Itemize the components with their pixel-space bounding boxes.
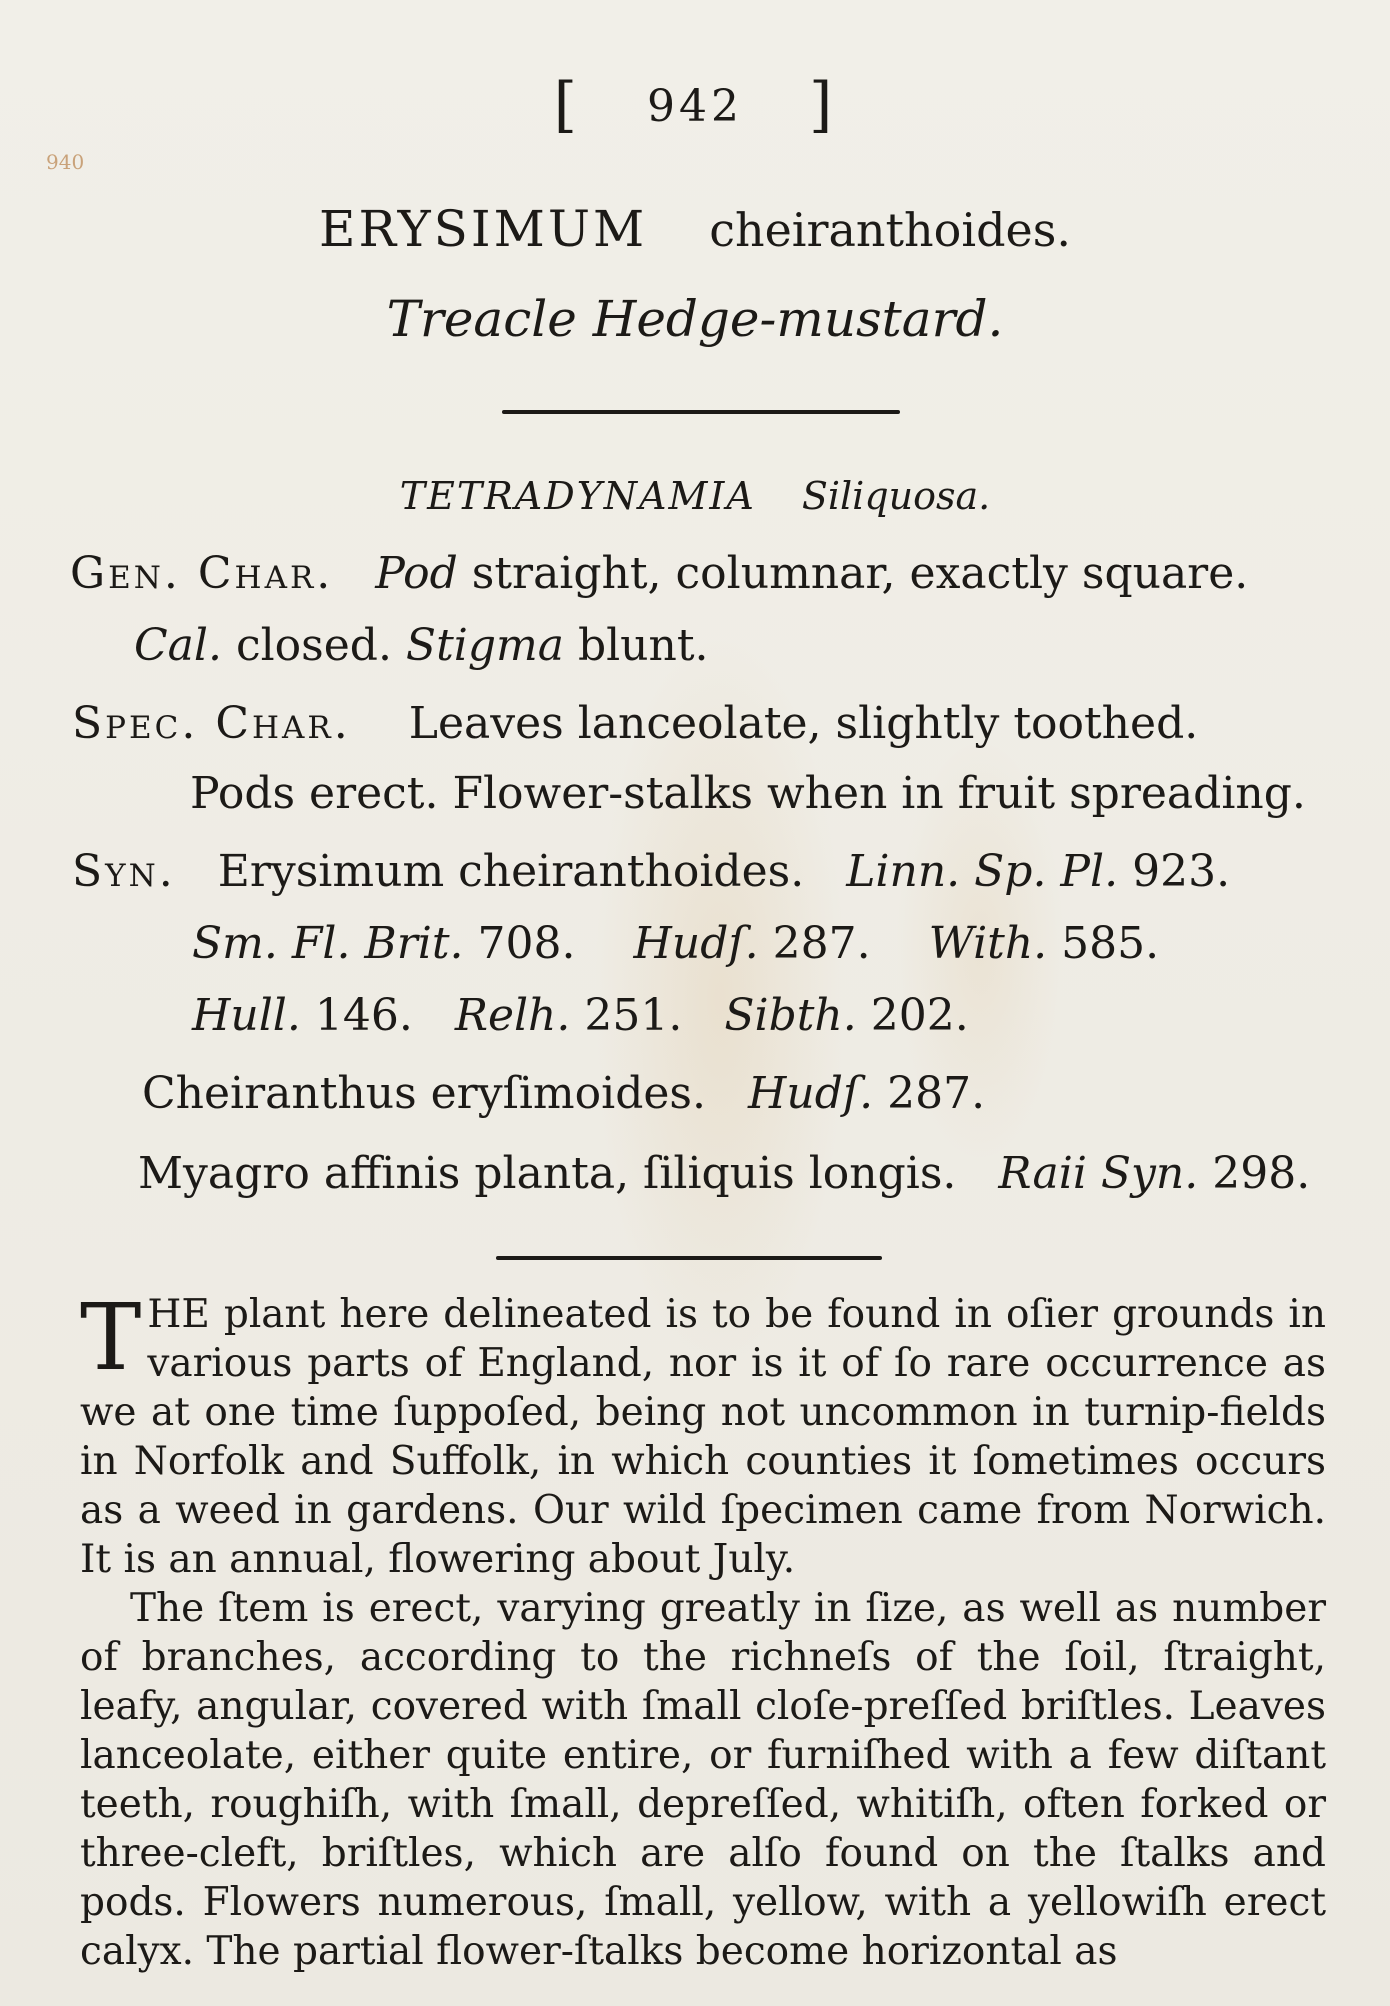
spec-char-label: Spec. Char. [72, 698, 351, 749]
species-name: cheiranthoides. [709, 203, 1071, 257]
syn-line-5: Myagro affinis planta, ſiliquis longis. Raii Syn. 298. [138, 1148, 1311, 1199]
common-name: Treacle Hedge-mustard. [386, 290, 1004, 348]
syn-line-1: Syn. Erysimum cheiranthoides. Linn. Sp. Pl. 923. [72, 846, 1231, 897]
gen-char-line-1: Gen. Char. Pod straight, columnar, exactly square. [70, 548, 1249, 599]
syn-line-2: Sm. Fl. Brit. 708. Hudſ. 287. With. 585. [192, 918, 1160, 969]
bracket-right: ] [808, 70, 837, 140]
classification-line [0, 474, 1390, 518]
divider-rule-bottom [496, 1256, 882, 1260]
species-title [0, 200, 1390, 258]
class-name: TETRADYNAMIA [399, 474, 756, 518]
page-number-header [0, 70, 1390, 140]
page-number: 942 [647, 81, 743, 132]
divider-rule-top [502, 410, 900, 414]
description-paragraph-1: THE plant here delineated is to be found in oſier grounds in various parts of England, nor is it of ſo rare occurrence as we at one time ſuppoſed, being not uncommon in turnip-fields in Norfolk and Suffolk, in which counties it ſometimes occurs as a weed in gardens. Our wild ſpecimen came from Norwich. It is an annual, flowering about July. [80, 1284, 1326, 1582]
genus-name: ERYSIMUM [319, 200, 648, 258]
description-body [80, 1284, 1326, 1976]
drop-cap: T [80, 1284, 142, 1391]
spec-char-line-1: Spec. Char. Leaves lanceolate, slightly toothed. [72, 698, 1199, 749]
syn-label: Syn. [72, 846, 176, 897]
description-paragraph-2: The ſtem is erect, varying greatly in ſize, as well as number of branches, according to the richneſs of the ſoil, ſtraight, leafy, angular, covered with ſmall cloſe-preſſed briſtles. Leaves lanceolate, either quite entire, or furniſhed with a few diſtant teeth, roughiſh, with ſmall, depreſſed, whitiſh, often forked or three-cleft, briſtles, which are alſo found on the ſtalks and pods. Flowers numerous, ſmall, yellow, with a yellowiſh erect calyx. The partial flower-ſtalks become horizontal as [80, 1586, 1326, 1974]
bracket-left: [ [553, 70, 581, 140]
syn-line-3: Hull. 146. Relh. 251. Sibth. 202. [192, 990, 969, 1041]
gen-char-line-2: Cal. closed. Stigma blunt. [134, 620, 709, 671]
gen-char-label: Gen. Char. [70, 548, 334, 599]
syn-line-4: Cheiranthus eryſimoides. Hudſ. 287. [142, 1068, 986, 1119]
spec-char-line-2: Pods erect. Flower-stalks when in fruit spreading. [190, 768, 1306, 819]
margin-stamp: 940 [46, 150, 85, 174]
order-name: Siliquosa. [801, 474, 991, 518]
